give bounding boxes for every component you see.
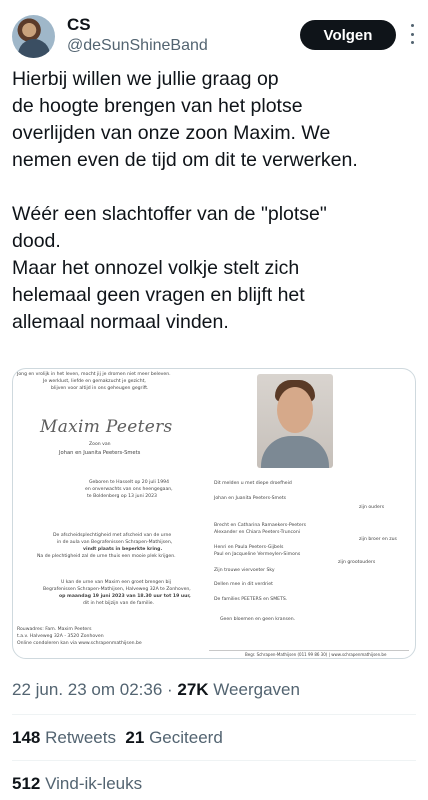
announcement-intro: Dit melden u met diepe droefheid xyxy=(214,481,292,486)
poem-line: Je werklust, liefde en gemakzucht je gezicht, xyxy=(43,379,146,384)
tweet-header xyxy=(12,12,416,60)
farewell-line: De afscheidsplechtigheid met afscheid van de urne xyxy=(53,533,172,538)
retweets-link[interactable] xyxy=(12,728,116,747)
address-line: t.a.v. Halveweg 32A - 3520 Zonhoven xyxy=(17,634,104,639)
grandparent-line: Henri en Paula Peeters-Gijbels xyxy=(214,545,284,550)
grandparents-role: zijn grootouders xyxy=(338,560,376,565)
follow-button[interactable]: Volgen xyxy=(300,20,396,50)
divider xyxy=(12,714,416,715)
farewell-line: Na de plechtigheid zal de urne thuis een mooie plek krijgen. xyxy=(37,554,176,559)
farewell-line: in de aula van Begrafenissen Schrapen-Mathijsen, xyxy=(57,540,173,545)
tweet-line: de hoogte brengen van het plotse xyxy=(12,95,303,117)
right-parents: Johan en Juanita Peeters-Smets xyxy=(214,496,287,501)
parents-role: zijn ouders xyxy=(359,505,385,510)
tweet-line: Maar het onnozel volkje stelt zich xyxy=(12,257,300,279)
farewell-line: vindt plaats in beperkte kring. xyxy=(83,547,163,552)
no-flowers-line: Geen bloemen en geen kransen. xyxy=(220,617,296,622)
tweet-line: dood. xyxy=(12,230,61,252)
tweet-line: Hierbij willen we jullie graag op xyxy=(12,68,279,90)
visit-line: Begrafenissen Schrapen-Mathijsen, Halveweg 32A te Zonhoven, xyxy=(43,587,191,592)
portrait-photo xyxy=(257,374,333,468)
obituary-image[interactable] xyxy=(12,368,416,659)
address-line: Online condoleren kan via www.schrapenmathijsen.be xyxy=(17,641,142,646)
retweets-count: 148 xyxy=(12,728,41,747)
tweet-date[interactable]: 22 jun. 23 om 02:36 xyxy=(12,680,163,699)
visit-line: U kan de urne van Maxim een groet brengen bij xyxy=(61,580,171,585)
quotes-label: Geciteerd xyxy=(144,728,223,747)
birth-line: Geboren te Hasselt op 20 juli 1994 xyxy=(89,480,169,485)
birth-line: en onverwachts van ons heengegaan, xyxy=(85,487,173,492)
display-name[interactable]: CS xyxy=(67,15,91,34)
likes-count: 512 xyxy=(12,774,41,793)
dog-line: Zijn trouwe viervoeter Sky xyxy=(214,568,275,573)
retweets-label: Retweets xyxy=(40,728,116,747)
views-label: Weergaven xyxy=(208,680,300,699)
poem-line: blijven voor altijd in ons geheugen gegrift. xyxy=(51,386,149,391)
engagement-stats xyxy=(12,728,223,748)
others-line: Dellen mee in dit verdriet xyxy=(214,582,273,587)
poem-line: Jong en vrolijk in het leven, mocht jij je dromen niet meer beleven. xyxy=(17,372,171,377)
tweet-line: nemen even de tijd om dit te verwerken. xyxy=(12,149,358,171)
tweet-line: Wéér een slachtoffer van de "plotse" xyxy=(12,203,327,225)
quotes-link[interactable] xyxy=(125,728,222,747)
tweet-line: overlijden van onze zoon Maxim. We xyxy=(12,122,331,144)
parents-names: Johan en Juanita Peeters-Smets xyxy=(59,450,141,456)
avatar-icon[interactable] xyxy=(12,15,55,58)
families-line: De families PEETERS en SMETS. xyxy=(214,597,288,602)
quotes-count: 21 xyxy=(125,728,145,747)
tweet-line: allemaal normaal vinden. xyxy=(12,311,229,333)
visit-line: op maandag 19 juni 2023 van 18.30 uur tot 19 uur, xyxy=(59,594,191,599)
tweet-text xyxy=(12,66,420,336)
sibling-line: Alexander en Chiara Peeters-Trunconi xyxy=(214,530,301,535)
grandparent-line: Paul en Jacqueline Vermeylen-Simons xyxy=(214,552,301,557)
visit-line: dit in het bijzijn van de familie. xyxy=(83,601,155,606)
funeral-home-footer: Begr. Schrapen-Mathijsen (011 99 86 30) | www.schrapenmathijsen.be xyxy=(245,652,387,657)
card-divider xyxy=(209,650,409,651)
siblings-role: zijn broer en zus xyxy=(359,537,397,542)
birth-line: te Boldenberg op 13 juni 2023 xyxy=(87,494,157,499)
son-of-label: Zoon van xyxy=(89,442,111,447)
tweet-timestamp xyxy=(12,680,300,700)
likes-link[interactable] xyxy=(12,774,142,794)
views-count: 27K xyxy=(177,680,209,699)
likes-label: Vind-ik-leuks xyxy=(40,774,143,793)
separator-dot: · xyxy=(162,680,178,699)
divider xyxy=(12,760,416,761)
user-handle[interactable]: @deSunShineBand xyxy=(67,37,208,54)
more-options-icon[interactable] xyxy=(408,24,416,44)
sibling-line: Brecht en Catharina Ramaekers-Peeters xyxy=(214,523,307,528)
address-line: Rouwadres: Fam. Maxim Peeters xyxy=(17,627,92,632)
tweet-line-blank xyxy=(12,174,420,201)
deceased-name: Maxim Peeters xyxy=(40,417,173,437)
tweet-line: helemaal geen vragen en blijft het xyxy=(12,284,305,306)
